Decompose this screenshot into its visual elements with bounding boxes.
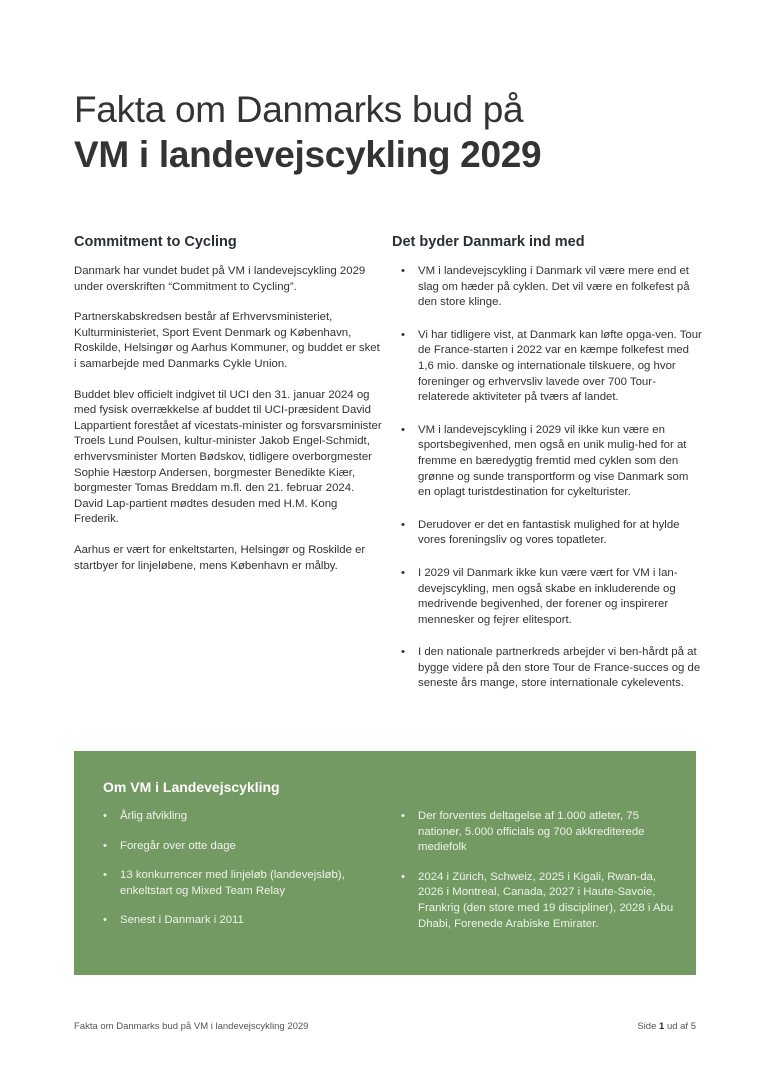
list-item	[103, 868, 393, 899]
page-title-line-1: Fakta om Danmarks bud på	[74, 89, 524, 130]
list-item-text: I den nationale partnerkreds arbejder vi ben-hårdt på at bygge videre på den store Tour de France-succes og de seneste års mange, store internationale cykelevents.	[418, 646, 701, 690]
bullet-icon: •	[401, 328, 405, 341]
paragraph: Partnerskabskredsen består af Erhvervsministeriet, Kulturministeriet, Sport Event Denmark og København, Roskilde, Helsingør og Aarhus Kommuner, og buddet er sket i samarbejde med Danmarks Cykle Union.	[74, 311, 380, 370]
bullet-icon: •	[103, 839, 107, 852]
list-item-text: Foregår over otte dage	[120, 839, 236, 852]
list-item-text: 2024 i Zürich, Schweiz, 2025 i Kigali, Rwan-da, 2026 i Montreal, Canada, 2027 i Haute-Savoie, Frankrig (den store med 19 discipliner), 2028 i Abu Dhabi, Forenede Arabiske Emirater.	[418, 870, 674, 930]
footer-document-title: Fakta om Danmarks bud på VM i landevejscykling 2029	[74, 1021, 309, 1032]
bullet-icon: •	[401, 810, 405, 822]
info-list-left	[103, 809, 393, 929]
right-column-heading: Det byder Danmark ind med	[392, 234, 585, 250]
info-box	[74, 751, 696, 975]
left-column-heading: Commitment to Cycling	[74, 234, 237, 250]
list-item	[392, 328, 702, 406]
footer-page-number: 1	[659, 1021, 665, 1032]
footer-page-suffix: ud af 5	[666, 1021, 696, 1032]
list-item	[392, 518, 702, 549]
list-item-text: Vi har tidligere vist, at Danmark kan løfte opga-ven. Tour de France-starten i 2022 var en kæmpe folkefest med 1,6 mio. danske og internationale tilskuere, og hvor foreninger og erhvervsliv lavede over 700 Tour-relaterede aktiviteter på tværs af landet.	[418, 328, 702, 404]
bullet-icon: •	[103, 810, 107, 822]
list-item	[392, 264, 702, 311]
paragraph: Danmark har vundet budet på VM i landevejscykling 2029 under overskriften “Commitment to Cycling”.	[74, 265, 366, 293]
bullet-icon: •	[401, 646, 405, 659]
list-item	[103, 913, 393, 929]
list-item-text: Derudover er det en fantastisk mulighed for at hylde vores foreningsliv og vores topatleter.	[418, 518, 680, 547]
list-item	[103, 809, 393, 825]
bullet-icon: •	[103, 869, 107, 882]
list-item	[392, 423, 702, 501]
info-box-heading: Om VM i Landevejscykling	[103, 779, 280, 795]
list-item	[392, 566, 702, 628]
bullet-icon: •	[401, 423, 405, 436]
paragraph: Buddet blev officielt indgivet til UCI den 31. januar 2024 og med fysisk overrækkelse af buddet til UCI-præsident David Lappartient forestået af vicestats-minister og forsvarsminister Troels Lund Poulsen, kultur-minister Jakob Engel-Schmidt, erhvervsminister Morten Bødskov, tidligere overborgmester Sophie Hæstorp Andersen, borgmester Benedikte Kiær, borgmester Tomas Breddam m.fl. den 21. februar 2024. David Lap-partient mødtes desuden med H.M. Kong Frederik.	[74, 388, 382, 526]
page-title-line-2: VM i landevejscykling 2029	[74, 134, 542, 175]
bullet-icon: •	[401, 518, 405, 531]
list-item	[401, 870, 681, 932]
footer-page-prefix: Side	[637, 1021, 657, 1032]
bullet-icon: •	[401, 870, 405, 883]
footer-page-indicator	[637, 1021, 696, 1032]
left-column	[74, 232, 384, 589]
list-item-text: Senest i Danmark i 2011	[120, 914, 244, 927]
bullet-icon: •	[401, 566, 405, 579]
info-list-right	[401, 809, 681, 932]
list-item-text: VM i landevejscykling i 2029 vil ikke kun være en sportsbegivenhed, men også en unik mulig-hed for at fremme en bæredygtig fremtid med cyklen som den grønne og sunde transportform og vise Danmark som en oplagt turistdestination for cykelturister.	[418, 423, 689, 499]
offer-list	[392, 264, 702, 692]
page-title	[74, 88, 541, 178]
list-item-text: 13 konkurrencer med linjeløb (landevejsløb), enkeltstart og Mixed Team Relay	[120, 869, 345, 897]
paragraph: Aarhus er vært for enkeltstarten, Helsingør og Roskilde er startbyer for linjeløbene, mens København er målby.	[74, 543, 366, 572]
bullet-icon: •	[401, 265, 405, 277]
list-item-text: Årlig afvikling	[120, 810, 188, 822]
info-box-left-column	[103, 809, 393, 943]
right-column	[392, 232, 702, 709]
list-item-text: Der forventes deltagelse af 1.000 atleter, 75 nationer, 5.000 officials og 700 akkrediterede mediefolk	[418, 810, 645, 854]
info-box-right-column	[401, 809, 681, 946]
list-item	[392, 645, 702, 692]
bullet-icon: •	[103, 914, 107, 927]
list-item	[401, 809, 681, 856]
list-item-text: VM i landevejscykling i Danmark vil være mere end et slag om hæder på cyklen. Det vil være en folkefest på den store klinge.	[418, 265, 690, 309]
list-item	[103, 839, 393, 855]
list-item-text: I 2029 vil Danmark ikke kun være vært for VM i lan-devejscykling, men også skabe en inkluderende og medrivende begivenhed, der forener og inspirerer mennesker og fejrer elitesport.	[418, 566, 678, 626]
